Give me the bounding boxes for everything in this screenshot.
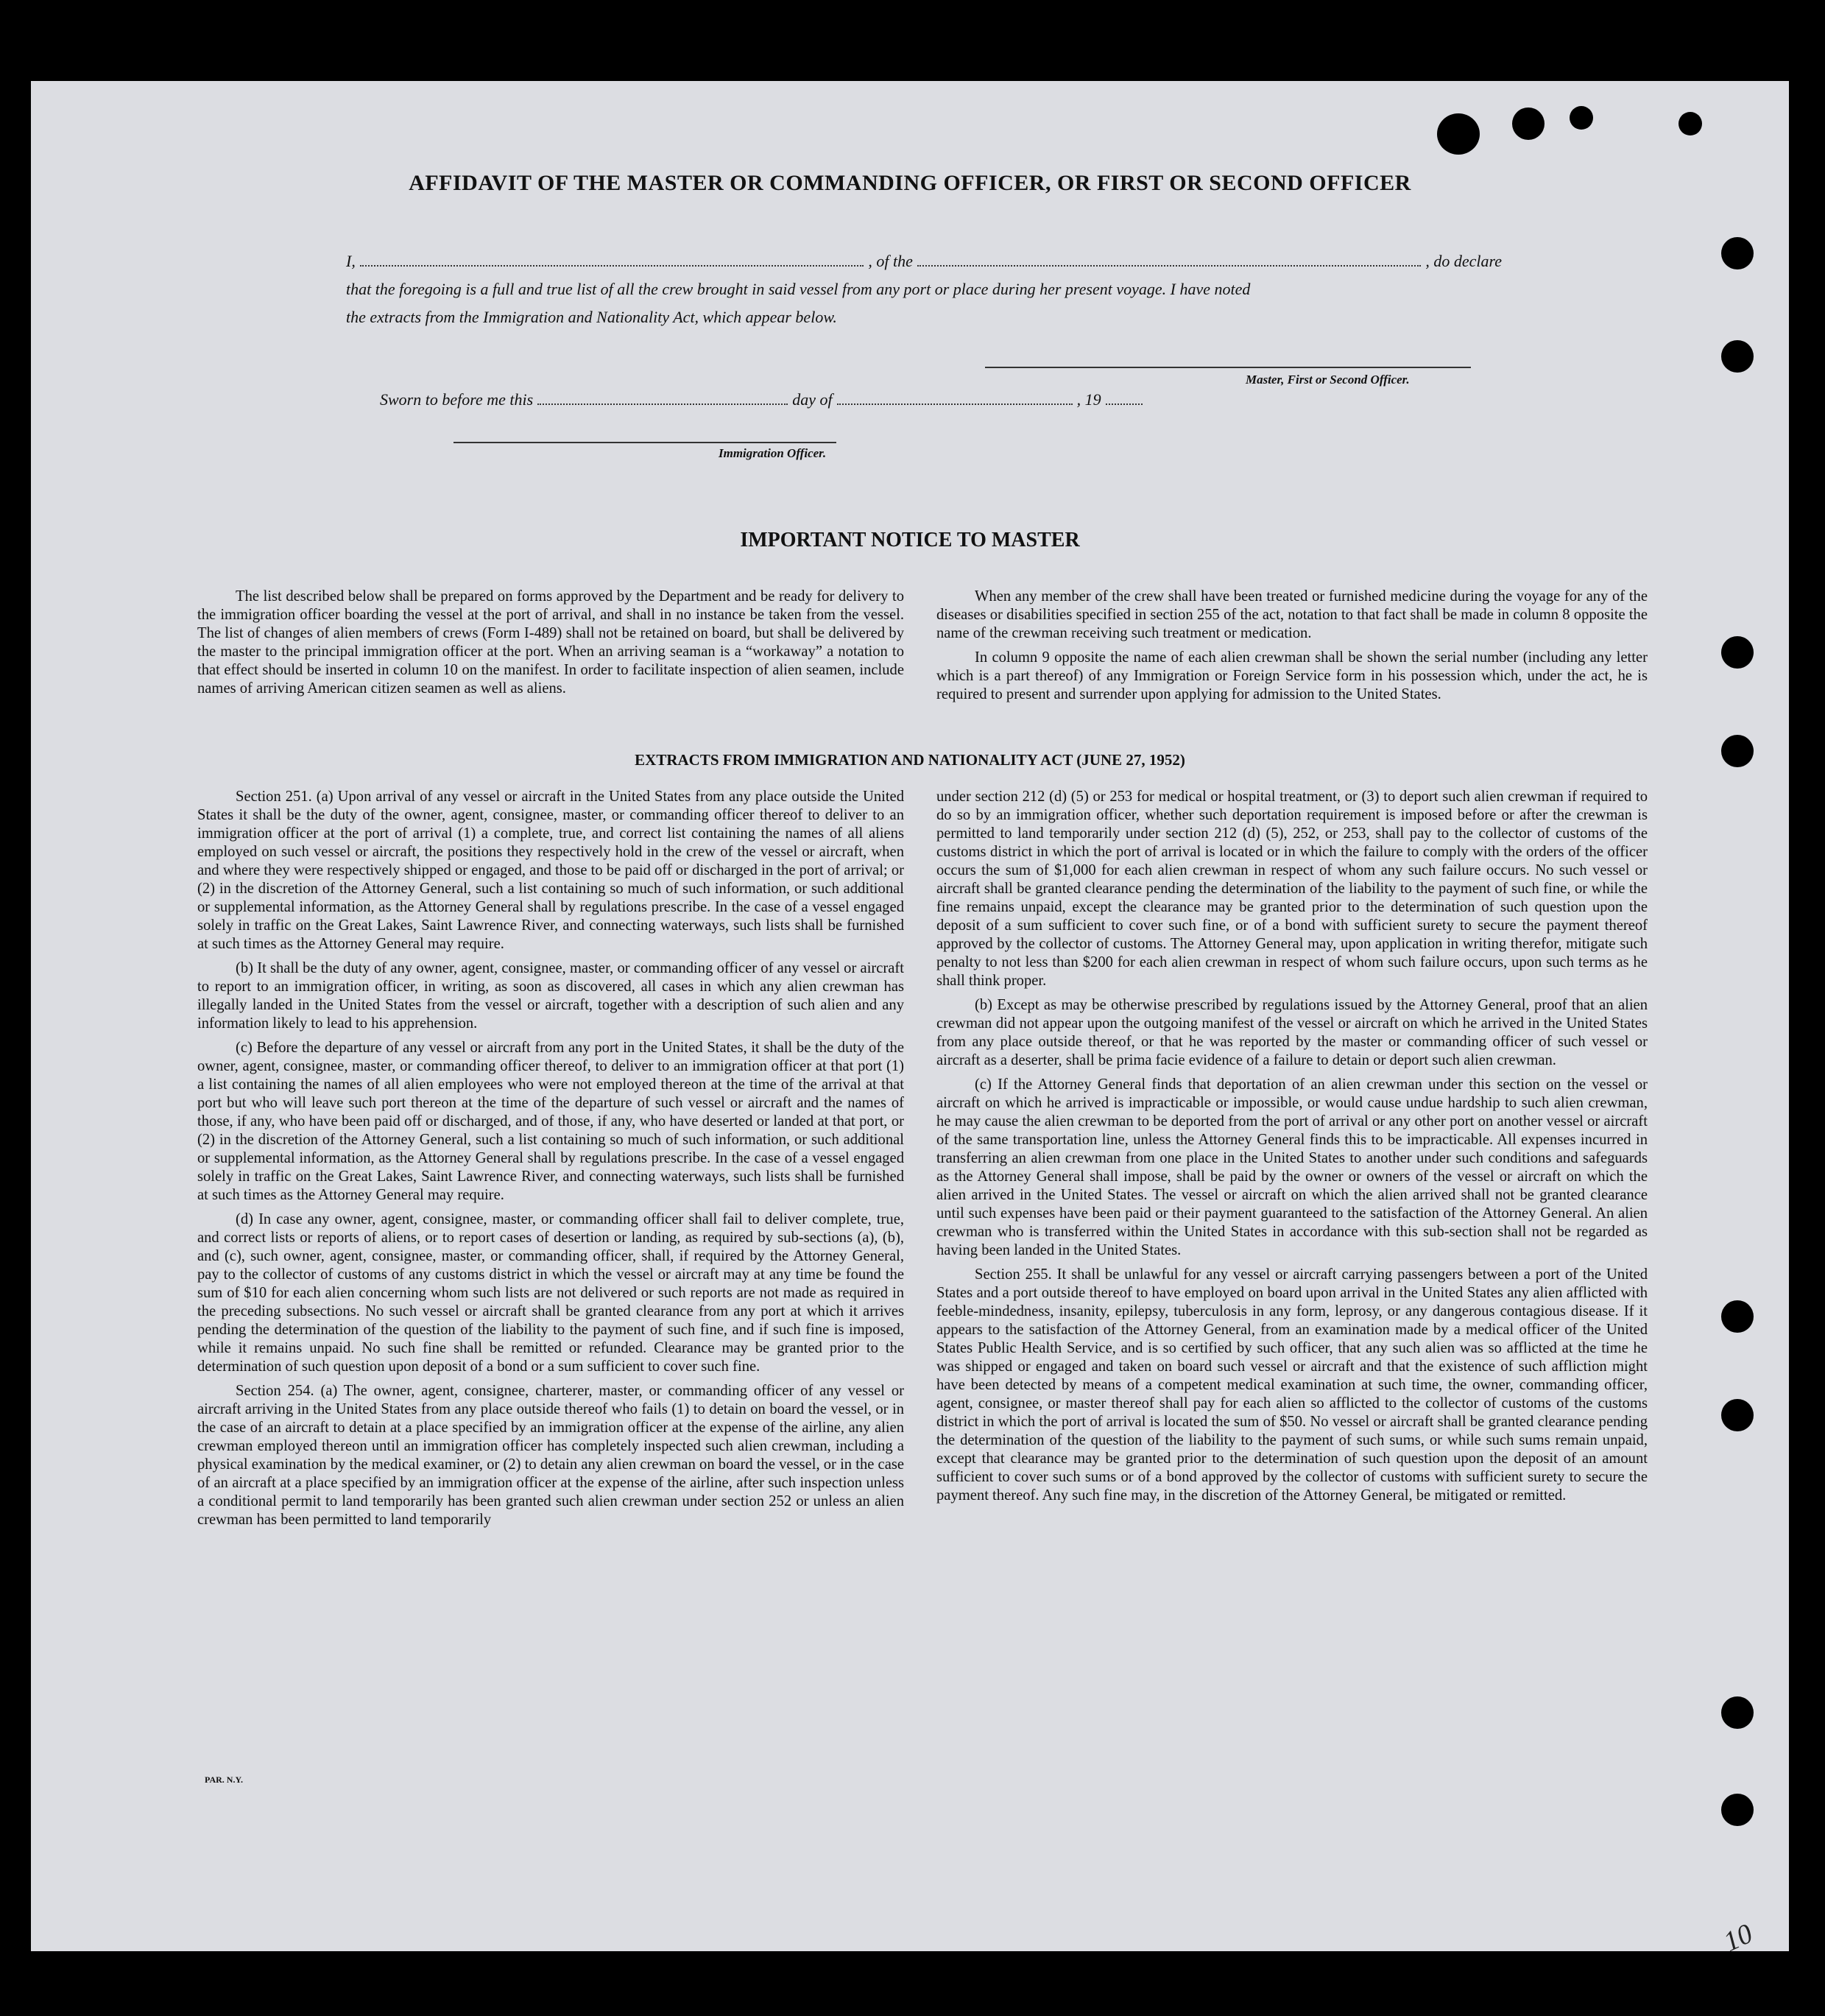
document-page (31, 81, 1789, 1959)
section-251d: (d) In case any owner, agent, consignee, master, or commanding officer shall fail to deliver complete, true, and correct lists or reports of aliens, or to report cases of desertion or landing, as required by sub-sections (a), (b), and (c), such owner, agent, consignee, master, or commanding officer, shall, if required by the Attorney General, pay to the collector of customs of any customs district in which the vessel or aircraft may at any time be found the sum of $10 for each alien concerning whom such lists are not delivered or such reports are not made as required in the preceding subsections. No such vessel or aircraft shall be granted clearance from any port at which it arrives pending the determination of the question of the liability to the payment of such fine, and if such fine is imposed, while it remains unpaid. No such fine shall be remitted or refunded. Clearance may be granted prior to the determination of such question upon deposit of a bond or a sum sufficient to cover such fine. (197, 1211, 904, 1375)
section-254a: Section 254. (a) The owner, agent, consignee, charterer, master, or commanding officer of any vessel or aircraft arriving in the United States from any place outside thereof who fails (1) to detain on board the vessel, or in the case of an aircraft to detain at a place specified by an immigration officer at the expense of the airline, any alien crewman employed thereon until an immigration officer has completely inspected such alien crewman, including a physical examination by the medical examiner, or (2) to detain any alien crewman on board the vessel, or in the case of an aircraft at a place specified by an immigration officer at the expense of the airline, after such inspection unless a conditional permit to land temporarily has been granted such alien crewman under section 252 or unless an alien crewman has been permitted to land temporarily (197, 1383, 904, 1528)
notice-right-paragraph: In column 9 opposite the name of each alien crewman shall be shown the serial number (including any letter which is a part thereof) of any Immigration or Foreign Service form in his possession which, under the act, he is required to present and surrender upon applying for admission to the United States. (936, 649, 1648, 702)
vessel-field[interactable] (917, 252, 1422, 267)
sworn-line (380, 386, 1234, 414)
punch-hole (1512, 108, 1545, 140)
declaration-line-3: the extracts from the Immigration and Nationality Act, which appear below. (346, 308, 837, 326)
extracts-left-column (197, 788, 904, 1535)
handwritten-mark: 10 (1718, 1917, 1758, 1959)
declaration (346, 247, 1502, 331)
name-field[interactable] (360, 252, 864, 267)
do-declare-label: , do declare (1425, 252, 1503, 270)
punch-hole (1721, 636, 1754, 669)
sworn-month-field[interactable] (837, 390, 1073, 405)
extracts-heading: EXTRACTS FROM IMMIGRATION AND NATIONALITY ACT (JUNE 27, 1952) (635, 751, 1185, 769)
footer-code: PAR. N.Y. (205, 1774, 244, 1785)
sworn-day-field[interactable] (537, 390, 788, 405)
section-255: Section 255. It shall be unlawful for any vessel or aircraft carrying passengers between a port of the United States and a port outside thereof to have employed on board upon arrival in the United States any alien afflicted with feeble-mindedness, insanity, epilepsy, tuberculosis in any form, leprosy, or any dangerous contagious disease. If it appears to the satisfaction of the Attorney General, from an examination made by a medical officer of the United States Public Health Service, and is so certified by such officer, that any such alien was so afflicted at the time he was shipped or engaged and taken on board such vessel or aircraft and that the existence of such affliction might have been detected by means of a competent medical examination at such time, the owner, commanding officer, agent, consignee, or master thereof shall pay for each alien so afflicted to the collector of customs of the customs district in which the port of arrival is located the sum of $50. No vessel or aircraft shall be granted clearance pending the determination of the question of the liability to the payment of such sums, or while such sums remain unpaid, except that clearance may be granted prior to the determination of such question upon the deposit of an amount sufficient to cover such sums or of a bond approved by the collector of customs with sufficient surety to secure the payment thereof. Any such fine may, in the discretion of the Attorney General, be mitigated or remitted. (936, 1266, 1648, 1504)
year-label: , 19 (1076, 390, 1101, 409)
master-signature-line[interactable] (985, 367, 1471, 368)
notice-heading: IMPORTANT NOTICE TO MASTER (740, 529, 1080, 551)
day-of-label: day of (792, 390, 833, 409)
notice-left-paragraph: The list described below shall be prepared on forms approved by the Department and be ready for delivery to the immigration officer boarding the vessel at the port of arrival, and shall in no instance be taken from the vessel. The list of changes of alien members of crews (Form I-489) shall not be retained on board, but shall be delivered by the master to the principal immigration officer at the port. When an arriving seaman is a “workaway” a notation to that effect should be inserted in column 10 on the manifest. In order to facilitate inspection of alien seamen, include names of arriving American citizen seamen as well as aliens. (197, 588, 904, 697)
extracts-right-column (936, 788, 1648, 1511)
section-251b: (b) It shall be the duty of any owner, agent, consignee, master, or commanding officer of any vessel or aircraft to report to an immigration officer, in writing, as soon as discovered, all cases in which any alien crewman has illegally landed in the United States from the vessel or aircraft, together with a description of such alien and any information likely to lead to his apprehension. (197, 960, 904, 1032)
punch-hole (1721, 340, 1754, 373)
i-label: I, (346, 252, 356, 270)
sworn-label: Sworn to before me this (380, 390, 534, 409)
declaration-line-2: that the foregoing is a full and true list of all the crew brought in said vessel from any port or place during her present voyage. I have noted (346, 280, 1251, 298)
punch-hole (1721, 1696, 1754, 1729)
section-254a-continued: under section 212 (d) (5) or 253 for medical or hospital treatment, or (3) to deport such alien crewman if required to do so by an immigration officer, whether such deportation requirement is imposed before or after the crewman is permitted to land temporarily under section 212 (d) (5), 252, or 253, shall pay to the collector of customs of the customs district in which the port of arrival is located or in which the failure to comply with the orders of the officer occurs the sum of $1,000 for each alien crewman in respect of whom any such failure occurs. No such vessel or aircraft shall be granted clearance pending the determination of the liability to the payment of such fine, or while the fine remains unpaid, except the clearance may be granted prior to the determination of such question upon the deposit of a sum sufficient to cover such fine, or of a bond with sufficient surety to secure the payment thereof approved by the collector of customs. The Attorney General may, upon application in writing therefor, mitigate such penalty to not less than $200 for each alien crewman in respect of whom such failure occurs, upon such terms as he shall think proper. (936, 789, 1648, 989)
punch-hole (1570, 106, 1593, 130)
punch-hole (1721, 1399, 1754, 1431)
punch-hole (1721, 1300, 1754, 1333)
officer-signature-label: Immigration Officer. (719, 446, 827, 460)
sworn-year-field[interactable] (1106, 390, 1143, 405)
section-254b: (b) Except as may be otherwise prescribed by regulations issued by the Attorney General, proof that an alien crewman did not appear upon the outgoing manifest of the vessel or aircraft on which he arrived in the United States from any place outside thereof, or that he was reported by the master or commanding officer of such vessel or aircraft as a deserter, shall be prima facie evidence of a failure to detain or deport such alien crewman. (936, 997, 1648, 1068)
section-254c: (c) If the Attorney General finds that deportation of an alien crewman under this section on the vessel or aircraft on which he arrived is impracticable or impossible, or would cause undue hardship to such alien crewman, he may cause the alien crewman to be deported from the port of arrival or any other port on another vessel or aircraft of the same transportation line, unless the Attorney General finds this to be impracticable. All expenses incurred in transferring an alien crewman from one place in the United States to another under such conditions and safeguards as the Attorney General shall impose, shall be paid by the owner or owners of the vessel or aircraft on which the alien arrived in the United States. The vessel or aircraft on which the alien arrived shall not be granted clearance until such expenses have been paid or their payment guaranteed to the satisfaction of the Attorney General. An alien crewman who is transferred within the United States in accordance with this sub-section shall not be regarded as having been landed in the United States. (936, 1076, 1648, 1258)
punch-hole (1437, 113, 1480, 155)
officer-signature-line[interactable] (453, 442, 836, 443)
notice-right-column (936, 588, 1648, 710)
punch-hole (1721, 1794, 1754, 1826)
of-the-label: , of the (868, 252, 913, 270)
punch-hole (1678, 112, 1702, 135)
punch-hole (1721, 237, 1754, 269)
notice-right-paragraph: When any member of the crew shall have been treated or furnished medicine during the voyage for any of the diseases or disabilities specified in section 255 of the act, notation to that fact shall be made in column 8 opposite the name of the crewman receiving such treatment or medication. (936, 588, 1648, 641)
document-title: AFFIDAVIT OF THE MASTER OR COMMANDING OFFICER, OR FIRST OR SECOND OFFICER (409, 171, 1411, 195)
section-251c: (c) Before the departure of any vessel or aircraft from any port in the United States, it shall be the duty of the owner, agent, consignee, master, or commanding officer thereof, to deliver to an immigration officer at that port (1) a list containing the names of all alien employees who were not employed thereon at the time of the arrival at that port but who will leave such port thereon at the time of the departure of such vessel or aircraft and the names of those, if any, who have been paid off or discharged, and of those, if any, who have deserted or landed at that port, or (2) in the discretion of the Attorney General, such a list containing so much of such information, or such additional or supplemental information, as the Attorney General shall by regulations prescribe. In the case of a vessel engaged solely in traffic on the Great Lakes, Saint Lawrence River, and connecting waterways, such lists shall be furnished at such times as the Attorney General may require. (197, 1040, 904, 1203)
section-251a: Section 251. (a) Upon arrival of any vessel or aircraft in the United States from any place outside the United States it shall be the duty of the owner, agent, consignee, master, or commanding officer thereof to deliver to an immigration officer at the port of arrival (1) a complete, true, and correct list containing the names of all aliens employed on such vessel or aircraft, the positions they respectively hold in the crew of the vessel or aircraft, when and where they were respectively shipped or engaged, and those to be paid off or discharged in the port of arrival; or (2) in the discretion of the Attorney General, such a list containing so much of such information, or such additional or supplemental information, as the Attorney General shall by regulations prescribe. In the case of a vessel engaged solely in traffic on the Great Lakes, Saint Lawrence River, and connecting waterways, such lists shall be furnished at such times as the Attorney General may require. (197, 789, 904, 952)
master-signature-label: Master, First or Second Officer. (1246, 373, 1410, 387)
notice-left-column (197, 588, 904, 704)
